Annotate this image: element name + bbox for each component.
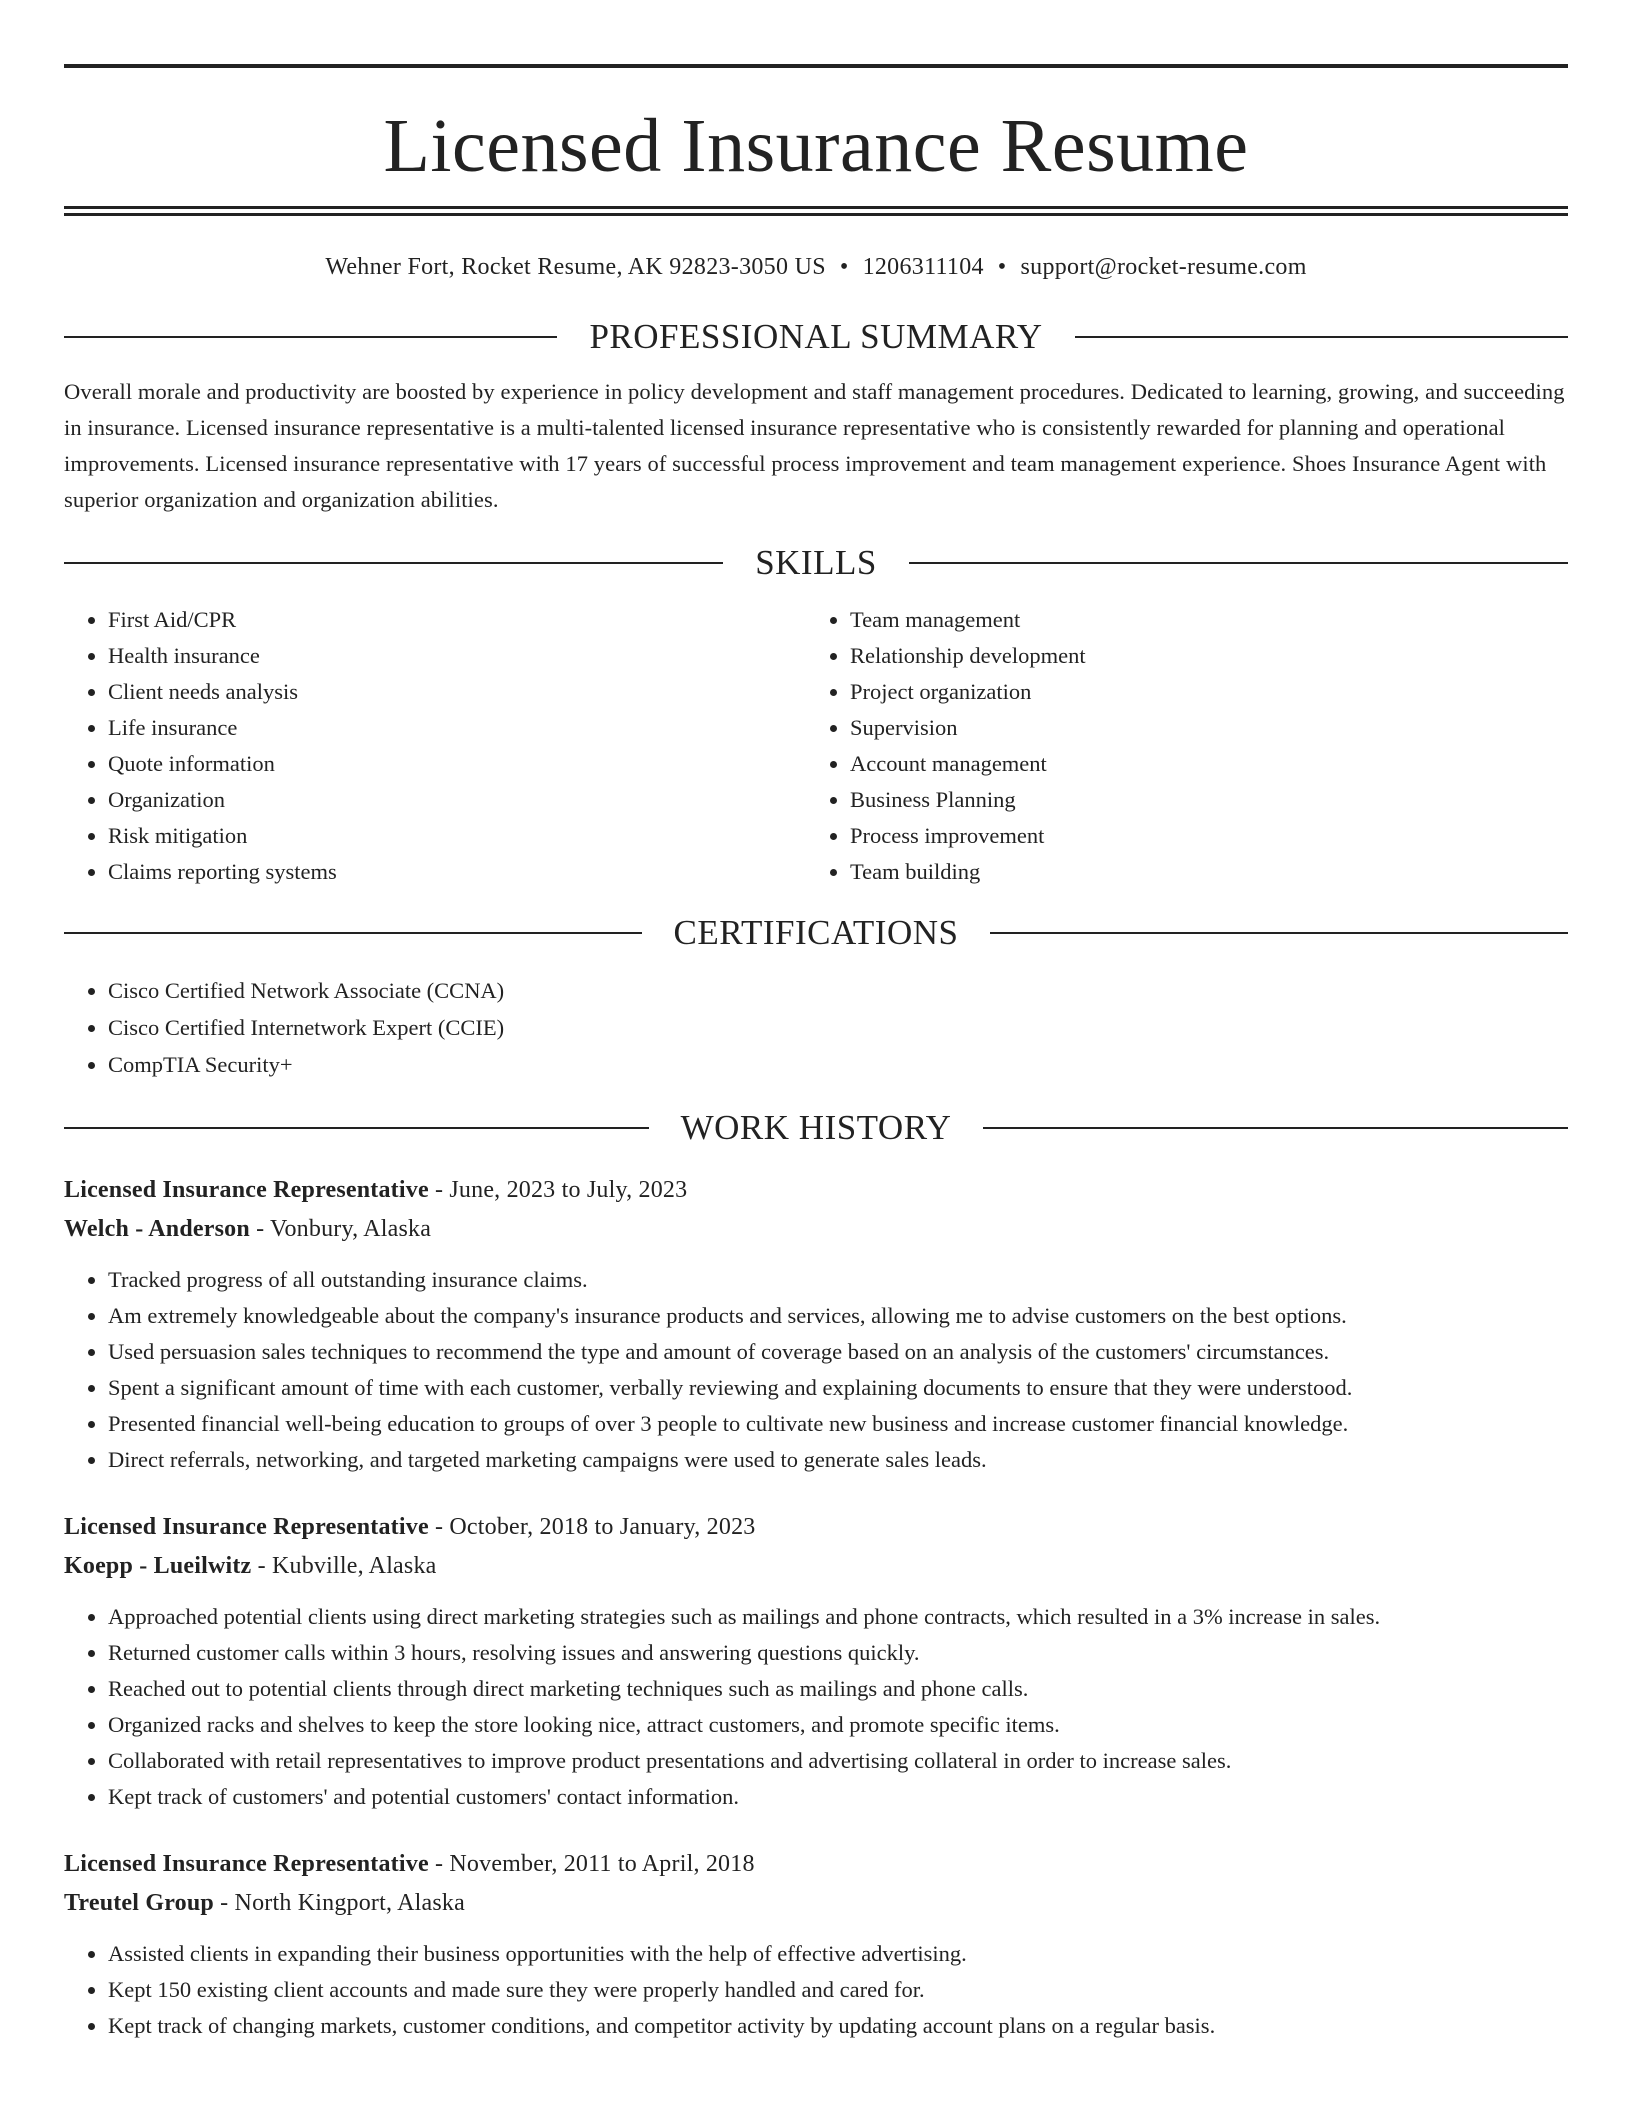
section-rule-left (64, 336, 557, 338)
section-rule-right (909, 562, 1568, 564)
job-duties (64, 1599, 1568, 1815)
section-title-skills: SKILLS (755, 543, 877, 582)
skill-item: • Relationship development (850, 638, 1548, 674)
job-company: Koepp - Lueilwitz (64, 1553, 252, 1579)
top-rule (64, 64, 1568, 68)
job-company-line (64, 1210, 1568, 1249)
job-entry (64, 1508, 1568, 1815)
skills-column-right (806, 602, 1548, 890)
job-title-line (64, 1845, 1568, 1884)
resume-page (64, 64, 1568, 2044)
certification-item: • Cisco Certified Internetwork Expert (CCIE) (108, 1009, 1568, 1046)
skill-item: • Health insurance (108, 638, 806, 674)
job-duties (64, 1262, 1568, 1478)
certification-item: • Cisco Certified Network Associate (CCNA) (108, 972, 1568, 1009)
job-duty-item: • Assisted clients in expanding their business opportunities with the help of effective advertising. (108, 1936, 1568, 1972)
summary-text: Overall morale and productivity are boosted by experience in policy development and staff management procedures. Dedicated to learning, growing, and succeeding in insurance. Licensed insurance representative is a multi-talented licensed insurance representative who is consistently rewarded for planning and operational improvements. Licensed insurance representative with 17 years of successful process improvement and team management experience. Shoes Insurance Agent with superior organization and organization abilities. (64, 379, 1565, 512)
section-rule-left (64, 1127, 649, 1129)
skills-list (64, 602, 1568, 890)
section-title-work-history: WORK HISTORY (680, 1108, 952, 1147)
job-entry (64, 1845, 1568, 2044)
skill-item: • Claims reporting systems (108, 854, 806, 890)
skill-item: • Account management (850, 746, 1548, 782)
skills-column-left (64, 602, 806, 890)
job-duty-item: • Kept track of changing markets, customer conditions, and competitor activity by updating account plans on a regular basis. (108, 2008, 1568, 2044)
section-rule-right (990, 932, 1568, 934)
contact-email: support@rocket-resume.com (1020, 254, 1307, 280)
contact-line (64, 252, 1568, 282)
certifications-list (64, 972, 1568, 1083)
job-duty-item: • Direct referrals, networking, and targeted marketing campaigns were used to generate sales leads. (108, 1442, 1568, 1478)
section-title-summary: PROFESSIONAL SUMMARY (589, 317, 1043, 356)
skill-item: • Organization (108, 782, 806, 818)
page-title: Licensed Insurance Resume (383, 104, 1249, 188)
job-company-line (64, 1884, 1568, 1923)
title-double-rule (64, 206, 1568, 216)
section-rule-left (64, 562, 723, 564)
job-role: Licensed Insurance Representative (64, 1177, 429, 1203)
job-company-line (64, 1547, 1568, 1586)
contact-address: Wehner Fort, Rocket Resume, AK 92823-3050 US (325, 254, 826, 280)
section-rule-left (64, 932, 642, 934)
skill-item: • Process improvement (850, 818, 1548, 854)
skill-item: • Business Planning (850, 782, 1548, 818)
job-entry (64, 1171, 1568, 1478)
job-duty-item: • Kept track of customers' and potential customers' contact information. (108, 1779, 1568, 1815)
job-duty-item: • Tracked progress of all outstanding insurance claims. (108, 1262, 1568, 1298)
job-role: Licensed Insurance Representative (64, 1851, 429, 1877)
job-duty-item: • Reached out to potential clients through direct marketing techniques such as mailings and phone calls. (108, 1671, 1568, 1707)
skill-item: • Team building (850, 854, 1548, 890)
job-duties (64, 1936, 1568, 2044)
job-company: Treutel Group (64, 1890, 214, 1916)
skill-item: • First Aid/CPR (108, 602, 806, 638)
certification-item: • CompTIA Security+ (108, 1046, 1568, 1083)
contact-separator: • (997, 254, 1007, 280)
section-header-certifications (64, 912, 1568, 954)
job-duty-item: • Collaborated with retail representatives to improve product presentations and advertising collateral in order to increase sales. (108, 1743, 1568, 1779)
skill-item: • Risk mitigation (108, 818, 806, 854)
contact-phone: 1206311104 (862, 254, 984, 280)
job-duty-item: • Presented financial well-being education to groups of over 3 people to cultivate new business and increase customer financial knowledge. (108, 1406, 1568, 1442)
job-location: - Kubville, Alaska (251, 1553, 437, 1579)
job-duty-item: • Approached potential clients using direct marketing strategies such as mailings and phone contracts, which resulted in a 3% increase in sales. (108, 1599, 1568, 1635)
job-duty-item: • Kept 150 existing client accounts and made sure they were properly handled and cared for. (108, 1972, 1568, 2008)
section-rule-right (983, 1127, 1568, 1129)
skill-item: • Supervision (850, 710, 1548, 746)
job-duty-item: • Returned customer calls within 3 hours, resolving issues and answering questions quickly. (108, 1635, 1568, 1671)
skill-item: • Team management (850, 602, 1548, 638)
section-title-certifications: CERTIFICATIONS (673, 913, 959, 952)
section-rule-right (1075, 336, 1568, 338)
section-header-work-history (64, 1107, 1568, 1149)
job-role: Licensed Insurance Representative (64, 1514, 429, 1540)
section-header-skills (64, 542, 1568, 584)
contact-separator: • (839, 254, 849, 280)
job-duty-item: • Spent a significant amount of time with each customer, verbally reviewing and explaining documents to ensure that they were understood. (108, 1370, 1568, 1406)
job-dates: - October, 2018 to January, 2023 (428, 1514, 756, 1540)
job-company: Welch - Anderson (64, 1216, 250, 1242)
section-header-summary (64, 316, 1568, 358)
job-duty-item: • Organized racks and shelves to keep the store looking nice, attract customers, and promote specific items. (108, 1707, 1568, 1743)
job-title-line (64, 1508, 1568, 1547)
job-duty-item: • Am extremely knowledgeable about the company's insurance products and services, allowing me to advise customers on the best options. (108, 1298, 1568, 1334)
skill-item: • Project organization (850, 674, 1548, 710)
skill-item: • Life insurance (108, 710, 806, 746)
skill-item: • Quote information (108, 746, 806, 782)
job-dates: - June, 2023 to July, 2023 (428, 1177, 688, 1203)
job-location: - North Kingport, Alaska (213, 1890, 465, 1916)
job-location: - Vonbury, Alaska (249, 1216, 432, 1242)
job-title-line (64, 1171, 1568, 1210)
job-duty-item: • Used persuasion sales techniques to recommend the type and amount of coverage based on an analysis of the customers' circumstances. (108, 1334, 1568, 1370)
job-dates: - November, 2011 to April, 2018 (428, 1851, 755, 1877)
skill-item: • Client needs analysis (108, 674, 806, 710)
